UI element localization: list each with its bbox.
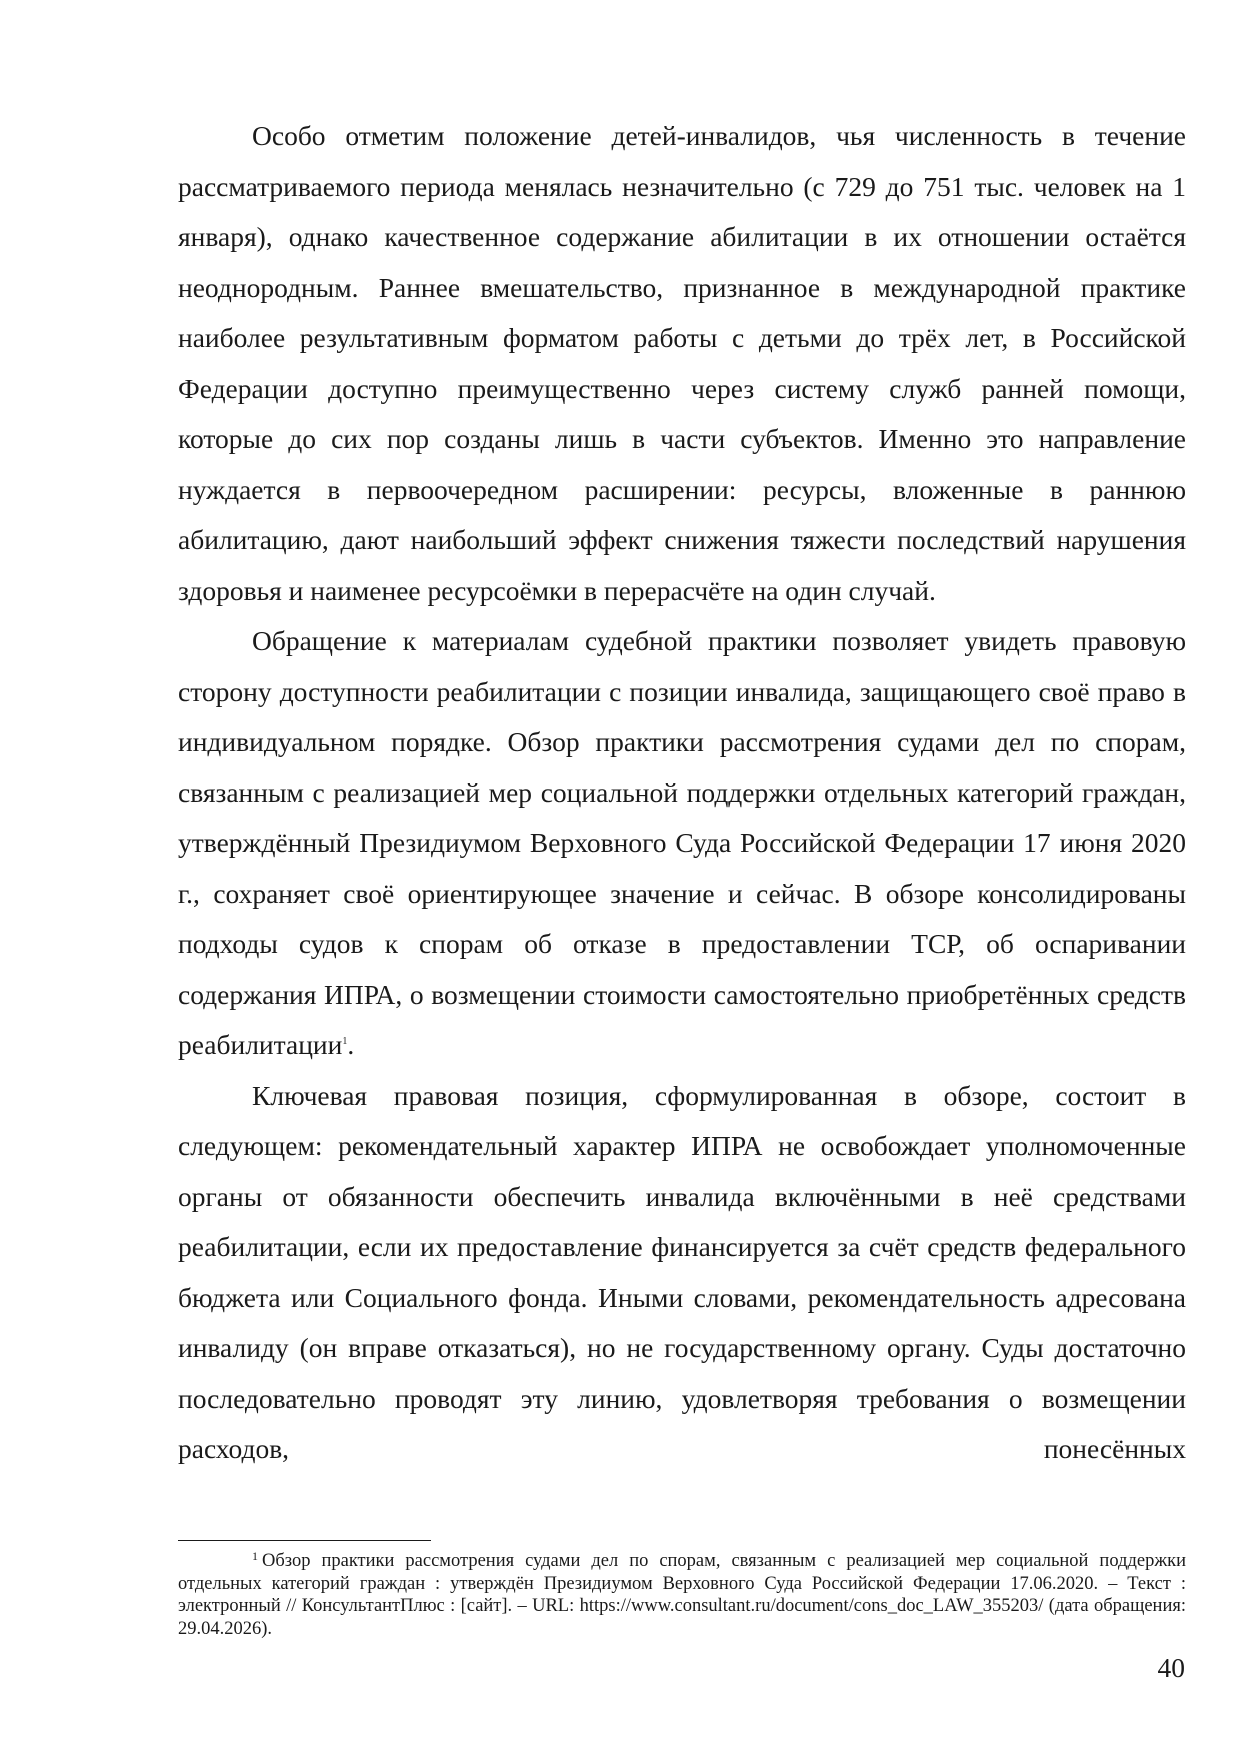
footnote [178,1550,1186,1640]
footnote-mark: 1 [252,1549,258,1563]
footnote-text: Обзор практики рассмотрения судами дел по спорам, связанным с реализацией мер социальной поддержки отдельных категорий граждан : утверждён Президиумом Верховного Суда Российской Федерации 17.06.2020. – Текст : электронный // КонсультантПлюс : [сайт]. – URL: https://www.consultant.ru/document/cons_doc_LAW_355203/ (дата обращения: 29.04.2026). [178,1551,1186,1639]
page-number: 40 [1157,1652,1185,1683]
body-text [178,111,1186,1475]
paragraph-3-text: Ключевая правовая позиция, сформулированная в обзоре, состоит в следующем: рекомендательный характер ИПРА не освобождает уполномоченные органы от обязанности обеспечить инвалида включёнными в неё средствами реабилитации, если их предоставление финансируется за счёт средств федерального бюджета или Социального фонда. Иными словами, рекомендательность адресована инвалиду (он вправе отказаться), но не государственному органу. Суды достаточно последовательно проводят эту линию, удовлетворяя требования о возмещении расходов, понесённых [178,1079,1186,1464]
paragraph-1 [178,111,1186,616]
paragraph-3 [178,1071,1186,1475]
paragraph-2-end: . [347,1029,355,1060]
footnote-reference[interactable]: 1 [342,1036,348,1047]
paragraph-2-text: Обращение к материалам судебной практики позволяет увидеть правовую сторону доступности реабилитации с позиции инвалида, защищающего своё право в индивидуальном порядке. Обзор практики рассмотрения судами дел по спорам, связанным с реализацией мер социальной поддержки отдельных категорий граждан, утверждённый Президиумом Верховного Суда Российской Федерации 17 июня 2020 г., сохраняет своё ориентирующее значение и сейчас. В обзоре консолидированы подходы судов к спорам об отказе в предоставлении ТСР, об оспаривании содержания ИПРА, о возмещении стоимости самостоятельно приобретённых средств реабилитации [178,625,1186,1060]
paragraph-1-text: Особо отметим положение детей-инвалидов, чья численность в течение рассматриваемого периода менялась незначительно (с 729 до 751 тыс. человек на 1 января), однако качественное содержание абилитации в их отношении остаётся неоднородным. Раннее вмешательство, признанное в международной практике наиболее результативным форматом работы с детьми до трёх лет, в Российской Федерации доступно преимущественно через систему служб ранней помощи, которые до сих пор созданы лишь в части субъектов. Именно это направление нуждается в первоочередном расширении: ресурсы, вложенные в раннюю абилитацию, дают наибольший эффект снижения тяжести последствий нарушения здоровья и наименее ресурсоёмки в перерасчёте на один случай. [178,120,1186,606]
footnote-paragraph [178,1550,1186,1640]
footnote-separator [178,1540,431,1541]
paragraph-2 [178,616,1186,1071]
